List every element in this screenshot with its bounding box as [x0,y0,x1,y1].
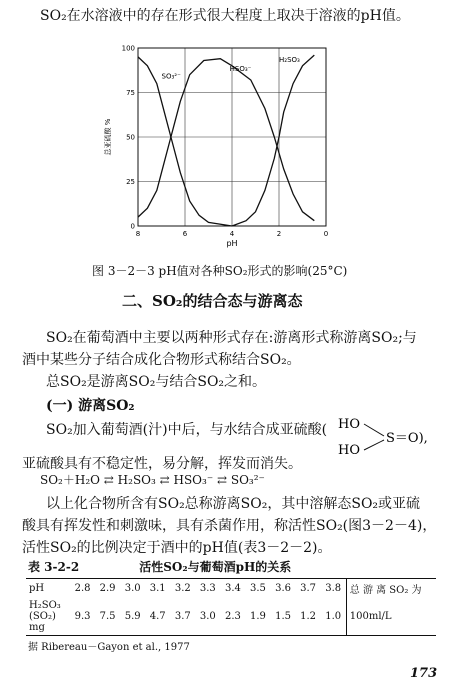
row-head-h2so3: H₂SO₃ (SO₂) mg [26,598,70,636]
page-number: 173 [410,666,438,681]
table-caption [28,558,291,575]
table-number: 表 3-2-2 [28,560,80,574]
table-cell: 3.1 [145,579,170,599]
x-tick-label: 2 [276,230,282,238]
table-cell: 3.4 [220,579,245,599]
series-label: HSO₃⁻ [229,65,252,74]
intro-text: SO₂在水溶液中的存在形式很大程度上取决于溶液的pH值。 [40,8,410,24]
y-tick-label: 25 [126,178,135,186]
table-cell: 2.8 [70,579,95,599]
paragraph-4: 亚硫酸具有不稳定性，易分解，挥发而消失。 [22,456,302,472]
table-cell: 1.9 [245,598,270,636]
y-tick-label: 100 [121,44,135,53]
table-title: 活性SO₂与葡萄酒pH的关系 [139,560,292,574]
table-cell: 1.5 [271,598,296,636]
series-label: H₂SO₃ [279,56,300,65]
table-cell: 3.7 [170,598,195,636]
x-axis-label: pH [226,239,238,248]
table-cell: 4.7 [145,598,170,636]
table-cell: 2.9 [95,579,120,599]
table-cell: 9.3 [70,598,95,636]
total-label: 总 游 离 SO₂ 为 [346,579,436,599]
ph-table [26,578,436,636]
series-line [138,59,314,221]
table-row-ph [26,579,436,599]
table-cell: 3.5 [245,579,270,599]
series-label: SO₃²⁻ [161,72,181,81]
series-line [229,55,314,226]
paragraph-5-line-3: 活性SO₂的比例决定于酒中的pH值(表3－2－2)。 [22,540,332,556]
y-tick-label: 50 [126,133,135,142]
ph-so2-chart [96,38,336,258]
subheading: (一) 游离SO₂ [46,398,135,414]
table-cell: 3.8 [321,579,347,599]
formula-ho-top: HO [338,417,360,432]
table-cell: 3.0 [195,598,220,636]
formula-right: S＝O), [386,431,428,446]
table-row-h2so3 [26,598,436,636]
paragraph-3: SO₂加入葡萄酒(汁)中后，与水结合成亚硫酸( [46,422,328,438]
x-tick-label: 6 [182,230,188,238]
x-tick-label: 8 [135,230,141,238]
x-tick-label: 4 [229,230,235,238]
x-tick-label: 0 [323,230,329,238]
row-head-ph: pH [26,579,70,599]
table-cell: 3.3 [195,579,220,599]
paragraph-1-line-1: SO₂在葡萄酒中主要以两种形式存在:游离形式称游离SO₂;与 [46,330,417,346]
table-cell: 5.9 [120,598,145,636]
table-cell: 2.3 [220,598,245,636]
table-cell: 1.2 [296,598,321,636]
table-cell: 7.5 [95,598,120,636]
table-cell: 3.0 [120,579,145,599]
table-cell: 3.2 [170,579,195,599]
equilibrium-equation: SO₂＋H₂O ⇄ H₂SO₃ ⇄ HSO₃⁻ ⇄ SO₃²⁻ [40,473,265,487]
figure-caption: 图 3－2－3 pH值对各种SO₂形式的影响(25°C) [92,264,348,278]
table-cell: 3.7 [296,579,321,599]
total-value: 100ml/L [346,598,436,636]
y-axis-label: 总亚硫酸 % [104,118,112,156]
paragraph-5-line-1: 以上化合物所含有SO₂总称游离SO₂，其中溶解态SO₂或亚硫 [46,496,421,512]
paragraph-1-line-2: 酒中某些分子结合成化合物形式称结合SO₂。 [22,352,301,368]
table-source: 据 Ribereau－Gayon et al., 1977 [28,642,190,653]
paragraph-2: 总SO₂是游离SO₂与结合SO₂之和。 [46,374,267,390]
y-tick-label: 75 [126,89,135,97]
table-cell: 1.0 [321,598,347,636]
y-tick-label: 0 [130,222,135,231]
paragraph-5-line-2: 酸具有挥发性和刺激味，具有杀菌作用，称活性SO₂(图3－2－4)， [22,518,437,534]
table-cell: 3.6 [271,579,296,599]
formula-ho-bottom: HO [338,443,360,458]
section-title: 二、SO₂的结合态与游离态 [122,292,303,310]
